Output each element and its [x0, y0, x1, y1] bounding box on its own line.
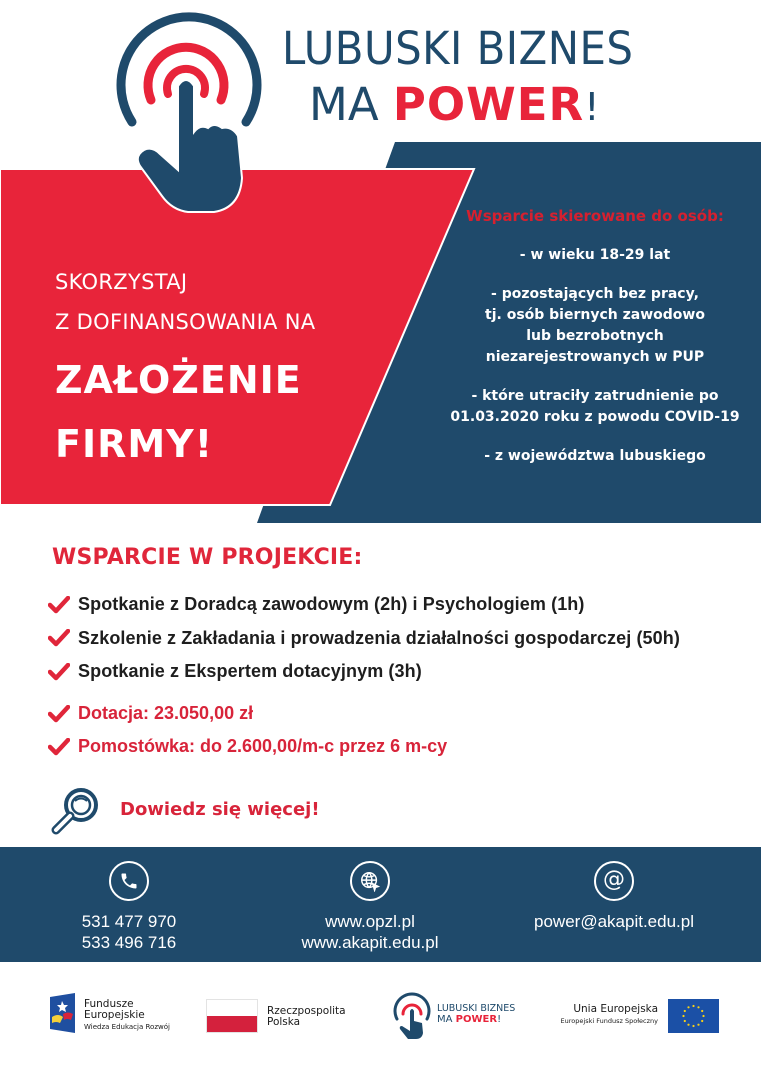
fundusze-europejskie-logo-icon — [50, 993, 75, 1033]
brand-title-line2 — [309, 78, 599, 131]
poland-flag-icon — [206, 999, 258, 1033]
list-item: Szkolenie z Zakładania i prowadzenia działalności gospodarczej (50h) — [48, 622, 680, 656]
brand-title-ma: MA — [309, 78, 379, 131]
hero-line-1: SKORZYSTAJ — [55, 270, 188, 294]
hero-line-3: ZAŁOŻENIE — [55, 358, 302, 402]
support-list — [48, 588, 680, 689]
target-group-box — [430, 205, 760, 485]
list-item: Spotkanie z Doradcą zawodowym (2h) i Psychologiem (1h) — [48, 588, 680, 622]
list-item: Pomostówka: do 2.600,00/m-c przez 6 m-cy — [48, 730, 447, 763]
checkmark-icon — [48, 705, 70, 723]
hand-touch-signal-icon — [100, 0, 280, 215]
rzeczpospolita-polska-text: Rzeczpospolita Polska — [267, 1005, 346, 1028]
support-section-title: WSPARCIE W PROJEKCIE: — [52, 545, 363, 570]
target-item-age: - w wieku 18-29 lat — [519, 247, 671, 263]
at-icon: @ — [594, 861, 634, 901]
checkmark-icon — [48, 663, 70, 681]
lubuski-biznes-mini-logo-icon — [390, 989, 434, 1041]
brand-title-line1: LUBUSKI BIZNES — [282, 22, 634, 75]
hero-line-2: Z DOFINANSOWANIA NA — [55, 310, 316, 334]
globe-icon — [350, 861, 390, 901]
learn-more-link[interactable] — [48, 784, 320, 840]
website-link-1[interactable]: www.opzl.pl — [325, 912, 415, 931]
phone-number-2[interactable]: 533 496 716 — [81, 933, 177, 952]
checkmark-icon — [48, 738, 70, 756]
funding-list — [48, 697, 447, 763]
phone-icon — [109, 861, 149, 901]
learn-more-label: Dowiedz się więcej! — [120, 798, 320, 820]
contact-band — [0, 847, 761, 962]
magnifier-icon — [48, 784, 104, 840]
checkmark-icon — [48, 596, 70, 614]
phone-number-1[interactable]: 531 477 970 — [81, 912, 177, 931]
brand-title-exclamation: ! — [584, 85, 600, 129]
footer-logos — [0, 975, 761, 1080]
hero-headline — [55, 262, 315, 476]
email-link[interactable]: power@akapit.edu.pl — [534, 912, 694, 931]
lubuski-biznes-mini-title: LUBUSKI BIZNES MA POWER! — [437, 1003, 516, 1025]
eu-flag-icon — [668, 999, 719, 1033]
unia-europejska-text: Unia Europejska Europejski Fundusz Społeczny — [560, 1003, 658, 1025]
target-title: Wsparcie skierowane do osób: — [466, 207, 724, 225]
target-item-covid: - które utraciły zatrudnienie po 01.03.2020 roku z powodu COVID-19 — [450, 388, 740, 425]
fundusze-europejskie-text: Fundusze Europejskie Wiedza Edukacja Rozwój — [84, 998, 170, 1031]
hero-line-4: FIRMY! — [55, 422, 214, 466]
website-link-2[interactable]: www.akapit.edu.pl — [301, 933, 439, 952]
checkmark-icon — [48, 629, 70, 647]
target-item-region: - z województwa lubuskiego — [484, 448, 706, 464]
list-item: Spotkanie z Ekspertem dotacyjnym (3h) — [48, 655, 680, 689]
list-item: Dotacja: 23.050,00 zł — [48, 697, 447, 730]
target-item-unemployed: - pozostających bez pracy, tj. osób biernych zawodowo lub bezrobotnych niezarejestrowanych w PUP — [485, 286, 705, 365]
brand-title-power: POWER — [392, 78, 585, 131]
